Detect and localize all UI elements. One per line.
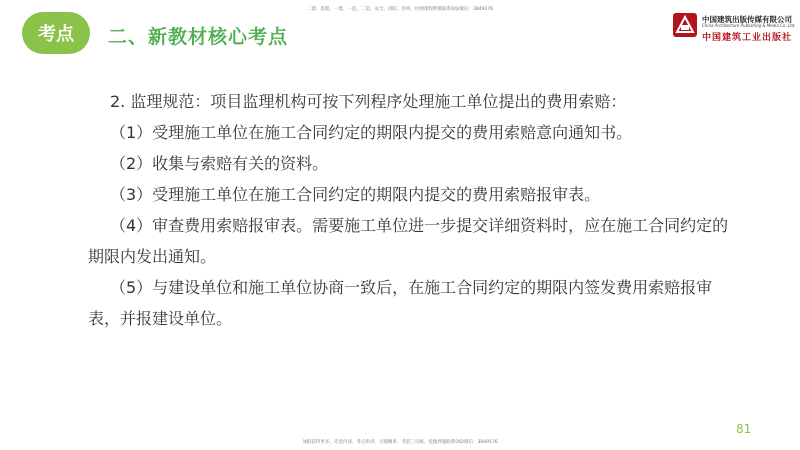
publisher-logo bbox=[672, 12, 796, 44]
procedure-item-5: （5）与建设单位和施工单位协商一致后，在施工合同约定的期限内签发费用索赔报审表，并报建设单位。 bbox=[88, 278, 713, 328]
procedure-item-1: （1）受理施工单位在施工合同约定的期限内提交的费用索赔意向通知书。 bbox=[110, 123, 633, 142]
procedure-item-2: （2）收集与索赔有关的资料。 bbox=[110, 154, 329, 173]
intro-text: 2. 监理规范：项目监理机构可按下列程序处理施工单位提出的费用索赔： bbox=[110, 92, 627, 111]
procedure-item-4: （4）审查费用索赔报审表。需要施工单位进一步提交详细资料时，应在施工合同约定的期限内发出通知。 bbox=[88, 216, 729, 266]
publisher-brand-cn: 中国建筑工业出版社 bbox=[702, 33, 793, 43]
section-title: 二、新教材核心考点 bbox=[108, 26, 289, 48]
page-number: 81 bbox=[736, 422, 752, 436]
bottom-watermark: 加群获得更多、夹金内训、考点串讲、习题精讲、考前三页纸、抢跑押题联系QQ/微信：3849176 bbox=[302, 440, 498, 445]
top-watermark: 二建、监理、一建、一造、二造、安全、消防、咨询、检测课程押题联系QQ/微信：3849176 bbox=[306, 7, 494, 12]
procedure-item-3: （3）受理施工单位在施工合同约定的期限内提交的费用索赔报审表。 bbox=[110, 185, 601, 204]
publisher-name-en: China Architecture Publishing & Media Co.,Ltd. bbox=[702, 23, 796, 28]
publisher-emblem-icon bbox=[672, 12, 698, 38]
content-body bbox=[88, 86, 738, 334]
publisher-name-cn: 中国建筑出版传媒有限公司 bbox=[702, 15, 792, 24]
topic-badge: 考点 bbox=[22, 12, 90, 54]
